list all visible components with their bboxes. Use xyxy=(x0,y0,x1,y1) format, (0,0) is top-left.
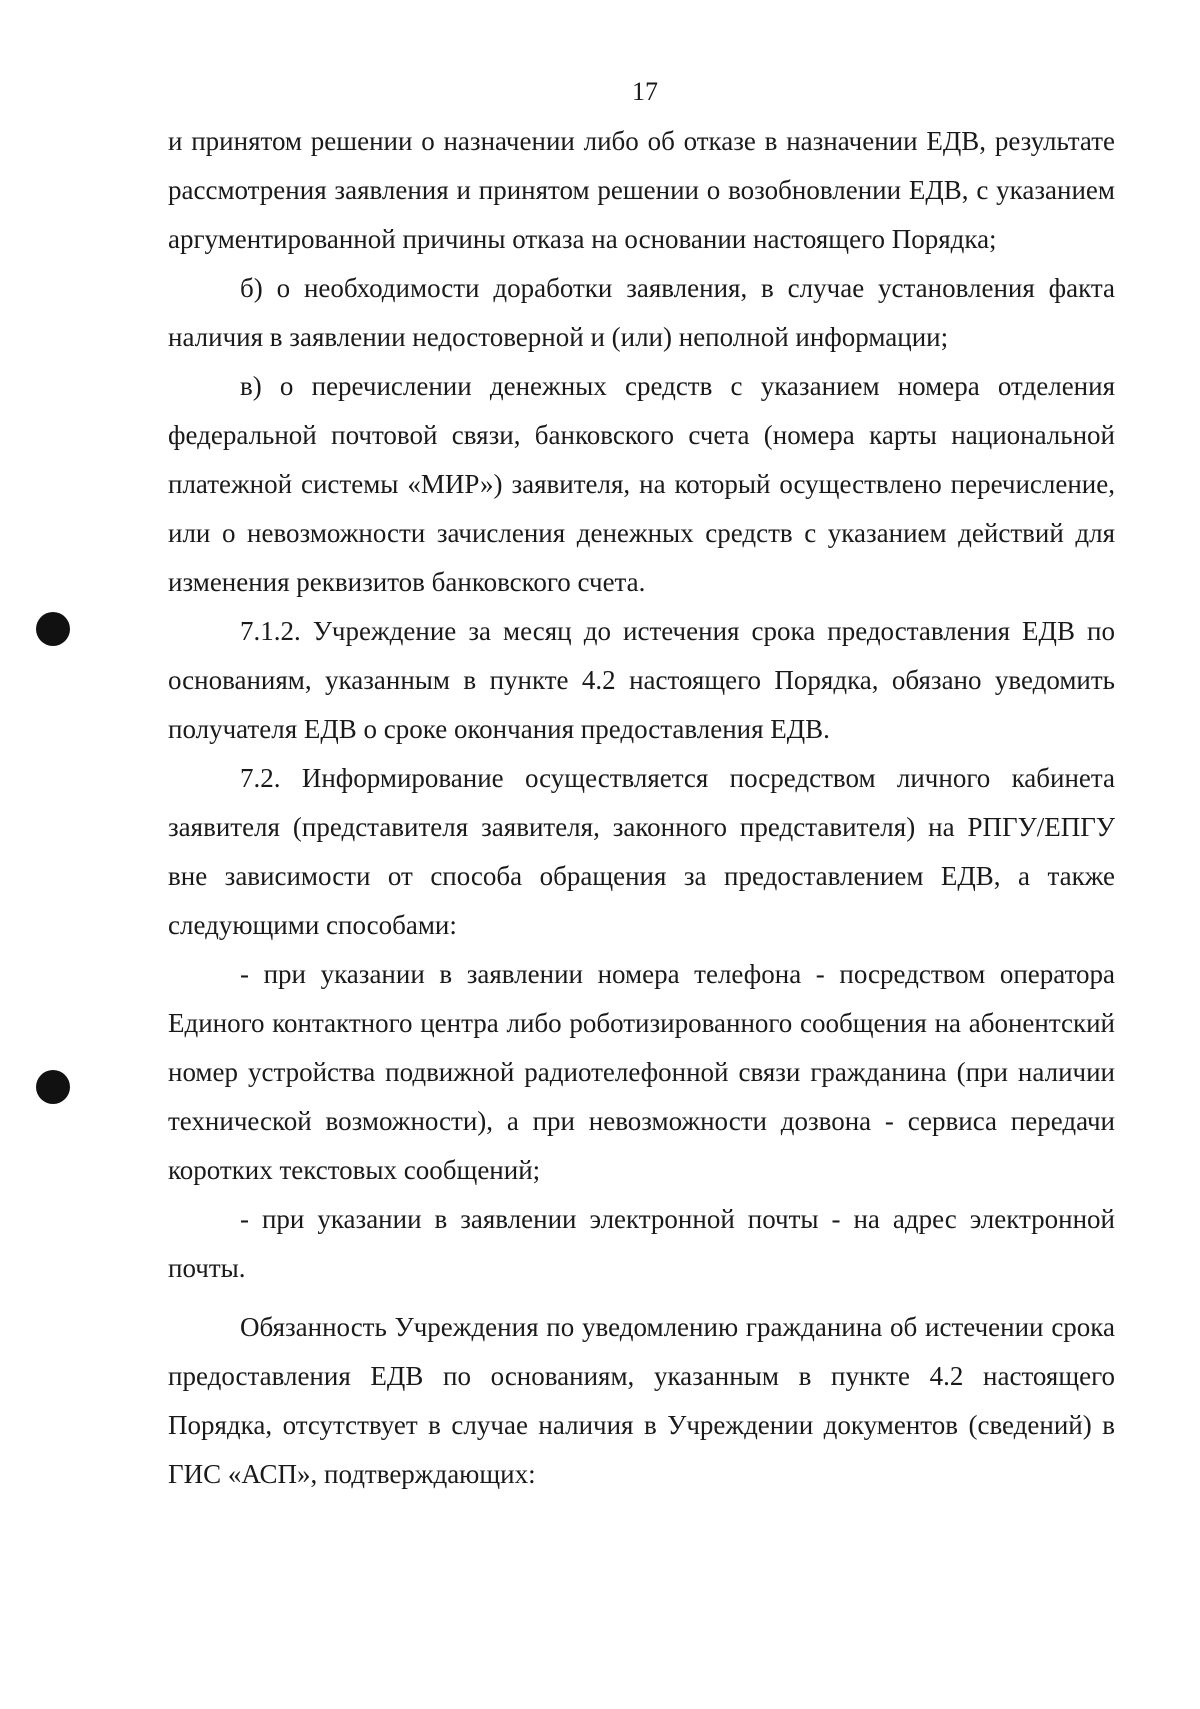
paragraph-obligation: Обязанность Учреждения по уведомлению гражданина об истечении срока предоставления ЕДВ по основаниям, указанным в пункте 4.2 настоящего Порядка, отсутствует в случае наличия в Учреждении документов (сведений) в ГИС «АСП», подтверждающих: xyxy=(168,1312,1115,1489)
paragraph-item-v: в) о перечислении денежных средств с указанием номера отделения федеральной почтовой связи, банковского счета (номера карты национальной платежной системы «МИР») заявителя, на который осуществлено перечисление, или о невозможности зачисления денежных средств с указанием действий для изменения реквизитов банковского счета. xyxy=(168,371,1115,597)
paragraph-7-2: 7.2. Информирование осуществляется посредством личного кабинета заявителя (представителя заявителя, законного представителя) на РПГУ/ЕПГУ вне зависимости от способа обращения за предоставлением ЕДВ, а также следующими способами: xyxy=(168,763,1115,940)
punch-hole-mark xyxy=(36,612,70,646)
paragraph-7-1-2: 7.1.2. Учреждение за месяц до истечения срока предоставления ЕДВ по основаниям, указанным в пункте 4.2 настоящего Порядка, обязано уведомить получателя ЕДВ о сроке окончания предоставления ЕДВ. xyxy=(168,616,1115,744)
paragraph-item-b: б) о необходимости доработки заявления, в случае установления факта наличия в заявлении недостоверной и (или) неполной информации; xyxy=(168,273,1115,352)
paragraph-email-notification: - при указании в заявлении электронной почты - на адрес электронной почты. xyxy=(168,1204,1115,1283)
punch-hole-mark xyxy=(36,1070,70,1104)
page-number: 17 xyxy=(632,77,658,106)
document-body xyxy=(168,117,1115,1499)
paragraph-phone-notification: - при указании в заявлении номера телефона - посредством оператора Единого контактного центра либо роботизированного сообщения на абонентский номер устройства подвижной радиотелефонной связи гражданина (при наличии технической возможности), а при невозможности дозвона - сервиса передачи коротких текстовых сообщений; xyxy=(168,959,1115,1185)
paragraph-decision-result: и принятом решении о назначении либо об отказе в назначении ЕДВ, результате рассмотрения заявления и принятом решении о возобновлении ЕДВ, с указанием аргументированной причины отказа на основании настоящего Порядка; xyxy=(168,126,1115,254)
